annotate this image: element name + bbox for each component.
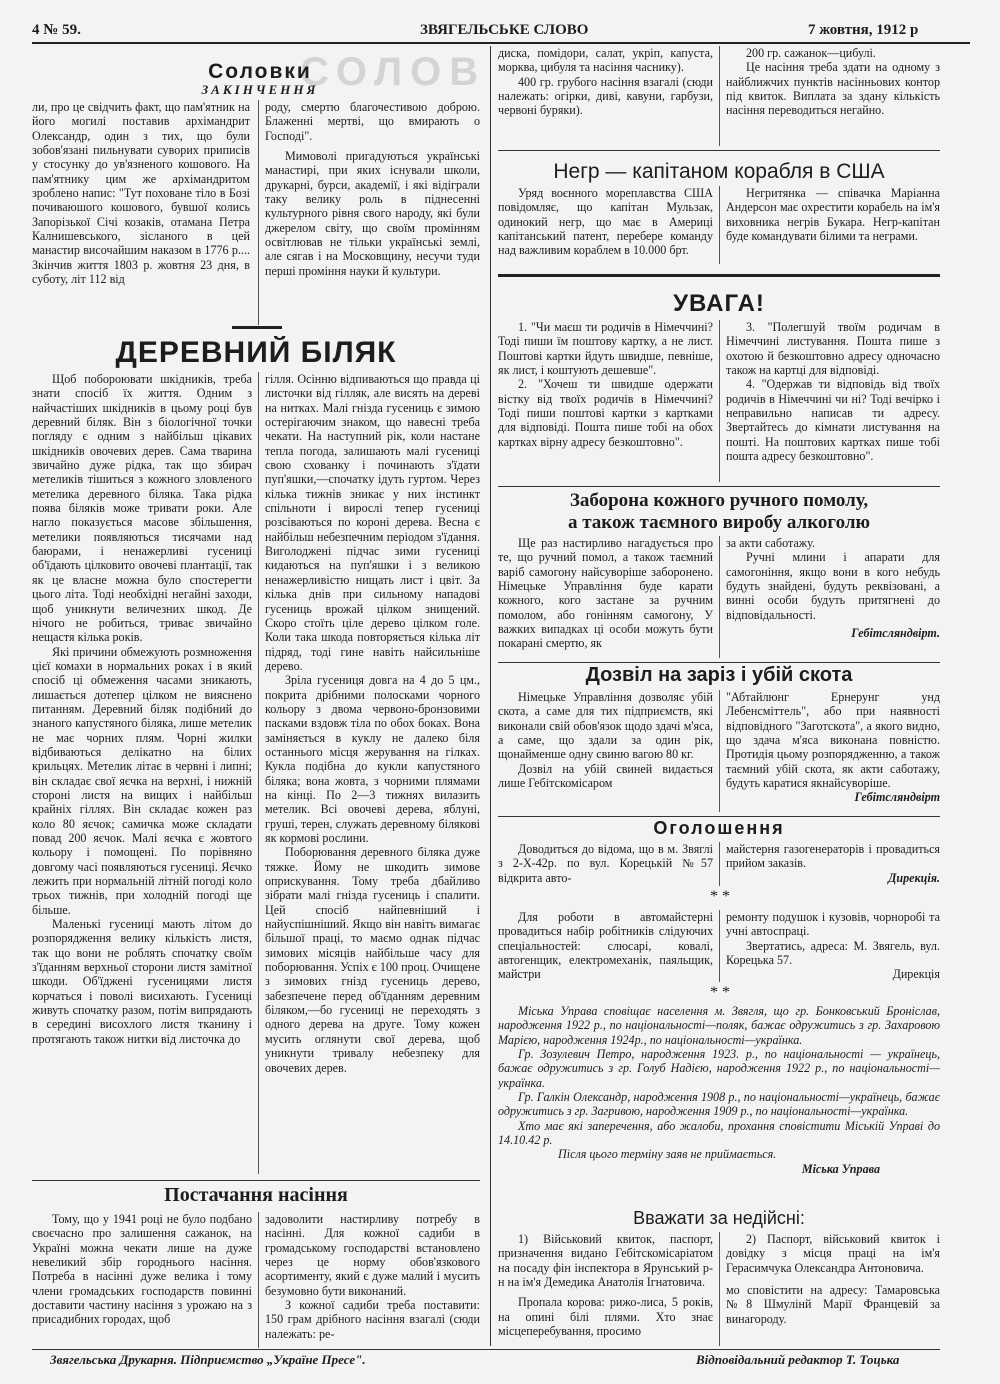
neger-text-1: Уряд воєнного мореплавства США повідомляє, що капітан Мульзак, одинокий негр, що має в Америці капітанський патент, перебере команду над важливим кораблем в 10.000 брт. bbox=[498, 186, 713, 258]
ad-2-text-2: ремонту подушок і кузовів, чорноробі та учні автоспраці. bbox=[726, 910, 940, 939]
biliak-text-2: Які причини обмежують розмноження цієї комахи в нормальних роках і в який спосіб ці обмеження часами зникають, лишається дотепер цілком не вияснено питанням. Деревний біляк подібний до знаного капустяного біляка, лише метелик не має чорних плям. Чорні жилки відбиваються делікатно на білих крильцях. Метелик літає в червні і липні; він складає свої яєчка на верхні, і нижній стороні листя на вищих і найбільш крайніх гіллях. Він складає кожен раз коло 80 яєчок; самичка може складати повад 200 яєчок. Малі яєчка є жовтого кольору і помощені. По порівняно довгому часі появляються гусениці. Яєчко лежить при нормальній літній погоді коло трьох тижнів, при холодній погоді ще більше. bbox=[32, 644, 252, 917]
divider-asterisks: * * bbox=[710, 888, 730, 905]
dozvil-column-1 bbox=[498, 690, 713, 812]
column-rule bbox=[719, 536, 720, 658]
nasinnia-text-1: Тому, що у 1941 році не було подбано своєчасно про залишення сажанок, на Україні можна чекати лише на дуже невеликий збір городнього насіння. Потреба в насінні дуже велика і тому члени громадських господарств повинні доставити частину насіння з урожаю на з присадибних городах, щоб bbox=[32, 1212, 252, 1327]
uvaha-item-4: 4. "Одержав ти відповідь від твоїх родичів в Німеччині чи ні? Тоді вечірко і неправильно написав ти адресу. Звертайтесь до кімнати листування на пошті. На поштових картках пише тобі пошта адресу безкоштовно". bbox=[726, 377, 940, 464]
column-rule bbox=[719, 690, 720, 812]
marriage-notice-2: Гр. Зозулевич Петро, народження 1923. р., по національності — українець, бажає одружитись з гр. Голуб Надією, народження 1922 р., по національності—українка. bbox=[498, 1047, 940, 1090]
zaborona-column-1 bbox=[498, 536, 713, 658]
nediisni-text-4: мо сповістити на адресу: Тамаровська №8 Шмулінй Марії Францевій за винагороду. bbox=[726, 1283, 940, 1326]
uvaha-column-2 bbox=[726, 320, 940, 482]
biliak-title: ДЕРЕВНИЙ БІЛЯК bbox=[115, 336, 397, 369]
marriage-notice-4: Хто має які заперечення, або жалоби, прохання сповістити Міській Управі до 14.10.42 р. bbox=[498, 1118, 940, 1148]
nasinnia-column-2 bbox=[265, 1212, 480, 1348]
biliak-column-2 bbox=[265, 372, 480, 1174]
zaborona-column-2 bbox=[726, 536, 940, 658]
column-rule bbox=[719, 1232, 720, 1346]
newspaper-title: ЗВЯГЕЛЬСЬКЕ СЛОВО bbox=[420, 22, 589, 38]
soloveki-column-2 bbox=[265, 100, 480, 325]
dozvil-text-2: Дозвіл на убій свиней видається лише Гебітскомісаром bbox=[498, 761, 713, 791]
uvaha-title: УВАГА! bbox=[673, 290, 765, 317]
column-rule bbox=[719, 186, 720, 264]
marriage-notice-3: Гр. Галкін Олександр, народження 1908 р., по національності—українець, бажає одружитись з гр. Загривою, народження 1909 р., по національності—українка. bbox=[498, 1090, 940, 1119]
ad-2-signature: Дирекція bbox=[892, 967, 940, 982]
oholoshennia-title: Оголошення bbox=[653, 818, 785, 838]
zaborona-text-1: Ще раз настирливо нагадується про те, що ручний помол, а також таємний варіб самогону найсуворіше заборонено. Німецьке Управління буде карати кожного, кого застане за ручним помолом, або гонінням самогону, У важких випадках ці особи можуть бути покарані смертю, як bbox=[498, 536, 713, 651]
zaborona-title-line-1: Заборона кожного ручного помолу, bbox=[569, 490, 869, 511]
nasinnia-text-6: 200 гр. сажанок—цибулі. bbox=[746, 46, 876, 60]
biliak-text-6: Поборювання деревного біляка дуже тяжке. Йому не шкодить зимове оприскування. Тому треба дбайливо зібрати малі гнізда гусениць і спалити. Цей спосіб найпевніший і найуспішніший. Якщо він навіть вимагає більшої праці, то маємо однак підчас зимових місяців найбільше часу для поборювання. Успіх є 100 проц. Очищене з зимових гнізд гусениць дерево, забезпечене перед об'їданням деревним біляком,—бо гусениці не переходять з одного дерева на друге. Тому кожен мусить оглянути свої дерева, щоб уникнути тривалу небезпеку для овочевих дерев. bbox=[265, 845, 480, 1075]
bleed-through-ghost: СОЛОВ bbox=[300, 50, 487, 94]
biliak-text-5: Зріла гусениця довга на 4 до 5 цм., покрита дрібними полосками чорного кольору з двома червоно-бронзовими пасками вздовж тіла по обох боках. Вона заміняється в куклу не далеко біля останнього місця жерування на гілках. Кукла подібна до кукли капустяного біляка; вона жовта, з чорними плямами на кінці. По 2—3 тижнях вилазить метелик. Всі овочеві дерева, яблуні, груші, терен, служать деревному білякові як кормові рослини. bbox=[265, 673, 480, 845]
uvaha-column-1 bbox=[498, 320, 713, 482]
nasinnia-title: Постачання насіння bbox=[164, 1184, 348, 1206]
nasinnia-text-2: задоволити настирливу потребу в насінні. Для кожної садиби в громадському господарстві встановлено через це норму обов'язкового асортименту, який є дуже малий і мусить безумовно бути виконаний. bbox=[265, 1212, 480, 1298]
dozvil-text-3: "Абтайлюнг Ернерунг унд Лебенсміттель", або при наявності відповідного "Заготскота", а якого видно, що здача м'яса виконана повністю. Протидія цьому розпорядженню, а також таємний убій скота, як акти саботажу, будуть каратися якнайсуворіше. bbox=[726, 690, 940, 791]
nasinnia-text-4: диска, помідори, салат, укріп, капуста, морква, цибуля та насіння часнику). bbox=[498, 46, 713, 75]
biliak-text-1: Щоб побороювати шкідників, треба знати спосіб їх життя. Одним з найчастіших шкідників в цьому році був деревний біляк. Він з біологічної точки погляду є одним з найбільш цікавих шкідників овочевих дерев. Сама тварина звичайно дуже рідка, так що збирач метеликів тішиться з кожного зловленого метелика деревного біляка. Така рідка поява біляків може тривати роки. Але нагло показується масове збільшення, метелики появляються тисячами над баюрами, і ненажерливі гусениці об'їдають цілковито овочеві плантації, так як це власне можна було спостерегти цього літа. Тоді необхідні негайні заходи, щоб уникнути величезних шкод. Де нічого не робиться, триває звичайно нещастя кілька років. bbox=[32, 372, 252, 645]
section-rule bbox=[32, 1180, 480, 1181]
section-rule bbox=[498, 150, 940, 151]
nasinnia-text-7: Це насіння треба здати на одному з найближчих пунктів насінньових контор під квиток. Виплата за здану кількість насіння переводиться негайно. bbox=[726, 60, 940, 118]
printer-imprint: Звягельська Друкарня. Підприємство „Україне Пресе". bbox=[50, 1352, 366, 1367]
column-rule bbox=[258, 100, 259, 325]
column-rule bbox=[719, 320, 720, 482]
uvaha-item-2: 2. "Хочеш ти швидше одержати вістку від твоїх родичів в Німеччині? Тоді пиши поштові картки з картками для відповіді. Пошта пише тобі на обох картках вірну адресу безкоштовно". bbox=[498, 377, 713, 449]
biliak-column-1 bbox=[32, 372, 252, 1174]
ad-1-column-1 bbox=[498, 842, 713, 886]
section-rule bbox=[498, 274, 940, 277]
nediisni-text-3: 2) Паспорт, військовий квиток і довідку з місця праці на ім'я Герасимчука Олександра Антоновича. bbox=[726, 1232, 940, 1275]
nasinnia-text-3: З кожної садиби треба поставити: 150 грам дрібного насіння взагалі (сюди належать: ре- bbox=[265, 1298, 480, 1341]
section-rule bbox=[232, 326, 282, 329]
soloveki-text-3: Мимоволі пригадуються українські манастирі, при яких існували школи, друкарні, бурси, академії, і які відіграли таку велику роль в піднесенні культурного рівня свого народу, які були джерелом світу, що своїм промінням освітлював не тільки українські землі, але сягав і на Московщину, несучи туди перші проміння науки й культури. bbox=[265, 149, 480, 278]
biliak-text-3: Маленькі гусениці мають літом до розпорядження велику кількість листя, так що вони не роблять спочатку своїм з'їданням верхньої сторони листя замітної шкоди. Об'їджені гусеницями листя корчаться і поволі висихають. Гусениці живуть спочатку разом, потім випрядають в середині висохлого листя тканину і протягають також нитки від листочка до bbox=[32, 917, 252, 1046]
ad-2-text-1: Для роботи в автомайстерні провадиться набір робітників слідуючих спеціальностей: слюсарі, ковалі, автогенщик, електромеханік, паяльщик, майстри bbox=[498, 910, 713, 982]
uvaha-item-1: 1. "Чи маєш ти родичів в Німеччині? Тоді пиши їм поштову картку, а не лист. Поштові картки йдуть швидше, певніше, як лист, і коштують дешевше". bbox=[498, 320, 713, 378]
zaborona-title-line-2: а також таємного виробу алкоголю bbox=[567, 512, 871, 533]
zaborona-text-3: Ручні млини і апарати для самогоніння, якщо вони в кого небудь будуть знайдені, будуть реквізовані, а винні особи будуть притягнені до відповідальності. bbox=[726, 550, 940, 622]
section-rule bbox=[498, 816, 940, 817]
neger-title: Негр — капітаном корабля в США bbox=[553, 160, 885, 183]
ad-1-column-2 bbox=[726, 842, 940, 886]
footer-rule bbox=[32, 1349, 940, 1350]
nasinnia-text-5: 400 гр. грубого насіння взагалі (сюди належать: огірки, диві, кавуни, гарбузи, червоні буряки). bbox=[498, 74, 713, 118]
issue-date: 7 жовтня, 1912 р bbox=[808, 22, 919, 38]
page-center-rule bbox=[490, 46, 491, 1346]
ad-2-column-2 bbox=[726, 910, 940, 982]
nediisni-column-1 bbox=[498, 1232, 713, 1346]
section-rule bbox=[498, 662, 940, 663]
column-rule bbox=[258, 1212, 259, 1348]
uvaha-item-3: 3. "Полегшуй твоїм родичам в Німеччині листування. Пошта пише з охотою й безкоштовно адресу одночасно також на картці для відповіді. bbox=[726, 320, 940, 378]
neger-column-2 bbox=[726, 186, 940, 264]
soloveki-column-1 bbox=[32, 100, 250, 325]
nasinnia-column-3 bbox=[498, 46, 713, 146]
biliak-text-4: гілля. Осінню відпиваються що правда ці листочки від гілляк, але висять на дереві на нитках. Малі гнізда гусениць є зимою остерігаючим знаком, що навесні треба чекати. На наступний рік, коли настане тепла погода, залишають малі гусениці свою схованку і починають з'їдати пуп'яшки,—спочатку ідуть гуртом. Через кілька тижнів зникає у них інстинкт спільноти і вирослі тепер гусениці розсіваються по короні дерева. Весна є найбільш небезпечним періодом з'їдання. Виголоджені підчас зими гусениці кидаються на пуп'яшки і з великою ненажерливістю нищать лист і цвіт. За кілька днів при сильному нападові гусениць врожай цілком знищений. Скоро стоїть ціле дерево цілком голе. Коли така шкода повторяється кілька літ підряд, тоді гине навіть найсильніше дерево. bbox=[265, 372, 480, 673]
zaborona-text-2: за акти саботажу. bbox=[726, 536, 815, 550]
nediisni-title: Вважати за недійсні: bbox=[633, 1208, 805, 1228]
divider-asterisks: * * bbox=[710, 984, 730, 1001]
page-number: 4 № 59. bbox=[32, 22, 81, 38]
header-rule bbox=[32, 42, 970, 44]
column-rule bbox=[719, 842, 720, 886]
ad-1-signature: Дирекція. bbox=[888, 870, 940, 885]
dozvil-text-1: Німецьке Управління дозволяє убій скота, а саме для тих підприємств, які виконали свій обов'язок щодо здачі м'яса, а саме, що здали за один рік, щонайменше одну свиню вагою 80 кг. bbox=[498, 690, 713, 762]
nasinnia-column-4 bbox=[726, 46, 940, 146]
column-rule bbox=[258, 372, 259, 1174]
dozvil-column-2 bbox=[726, 690, 940, 812]
neger-text-2: Негритянка — співачка Маріанна Андерсон має охрестити корабель на ім'я виховника негрів Букара. Негр-капітан буде командувати білими та неграми. bbox=[726, 186, 940, 244]
marriage-signature: Міська Управа bbox=[801, 1161, 880, 1176]
dozvil-title: Дозвіл на заріз і убій скота bbox=[585, 664, 853, 686]
zaborona-signature: Гебітсляндвірт. bbox=[851, 626, 940, 641]
ad-1-text-1: Доводиться до відома, що в м. Звяглі з 2-Х-42р. по вул. Корецькій №57 відкрита авто- bbox=[498, 842, 713, 885]
nediisni-text-1: 1) Військовий квиток, паспорт, призначення видано Гебітскомісаріатом на посаду фін інспектора в Ярунський р-н на ім'я Демедика Анатолія Ігнатовича. bbox=[498, 1232, 713, 1290]
soloveki-text-2: роду, смертю благочестивою доброю. Блаженні мертві, що вмирають о Господі". bbox=[265, 100, 480, 143]
soloveki-text-1: ли, про це свідчить факт, що пам'ятник на його могилі поставив архімандрит Олександр, один з тих, що були зобов'язані пильнувати суворих приписів у стосунку до ув'язненого кошового. На пам'ятнику цим же архімандритом зроблено напис: "Тут поховане тіло в Бозі почиваюшого кошового, бувшої колись Запорізької Січі козаків, отамана Петра Калнишевського, зісланого в цей манастир височайшим наказом в 1776 р.... Зкінчив життя 1803 р. жовтня 23 дня, в суботу, літ 112 від bbox=[32, 100, 250, 287]
nediisni-column-2 bbox=[726, 1232, 940, 1346]
editor-imprint: Відповідальний редактор Т. Тоцька bbox=[696, 1352, 900, 1367]
soloveki-subtitle: ЗАКІНЧЕННЯ bbox=[201, 82, 319, 97]
ad-1-text-2: майстерня газогенераторів і провадиться прийом заказів. bbox=[726, 842, 940, 871]
column-rule bbox=[719, 910, 720, 982]
dozvil-signature: Гебітсляндвірт bbox=[854, 790, 940, 805]
marriage-notices bbox=[498, 1004, 940, 1200]
neger-column-1 bbox=[498, 186, 713, 264]
ad-2-column-1 bbox=[498, 910, 713, 982]
soloveki-title: Соловки bbox=[208, 60, 312, 83]
ad-2-text-3: Звертатись, адреса: М. Звягель, вул. Корецька 57. bbox=[726, 938, 940, 968]
section-rule bbox=[498, 486, 940, 487]
marriage-notice-5: Після цього терміну заяв не приймається. bbox=[558, 1147, 777, 1162]
marriage-notice-1: Міська Управа сповіщає населення м. Звягля, що гр. Бонковський Броніслав, народження 1922 р., по національності—поляк, бажає одружитись з гр. Захаровою Марією, народження 1924р., по національності—українка. bbox=[498, 1004, 940, 1047]
nasinnia-column-1 bbox=[32, 1212, 252, 1348]
column-rule bbox=[719, 46, 720, 146]
nediisni-text-2: Пропала корова: рижо-лиса, 5 років, на опині білі плями. Хто знає місцеперебування, просимо bbox=[498, 1295, 713, 1339]
